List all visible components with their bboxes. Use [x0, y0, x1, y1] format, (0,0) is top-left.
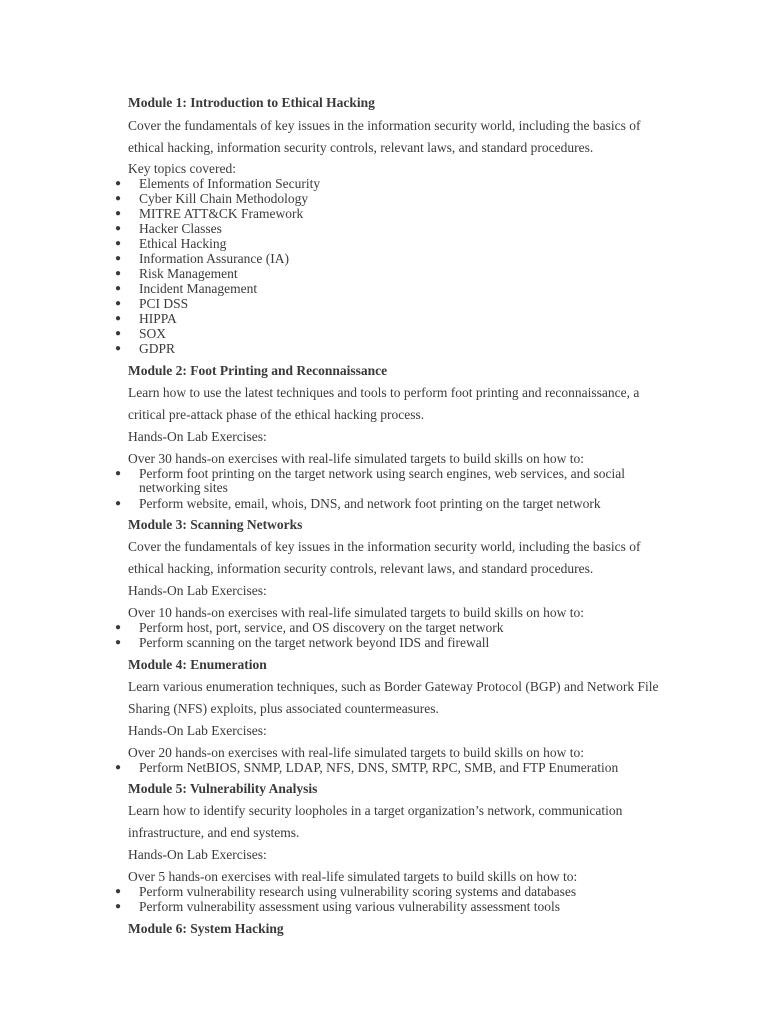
- module-2-desc-line-1: Learn how to use the latest techniques and tools to perform foot printing and reconnaissance, a: [128, 385, 640, 400]
- list-item-continuation: networking sites: [139, 480, 228, 495]
- list-item: Perform website, email, whois, DNS, and network foot printing on the target network: [139, 496, 601, 511]
- list-item: Risk Management: [139, 266, 238, 281]
- module-3-desc-line-2: ethical hacking, information security controls, relevant laws, and standard procedures.: [128, 561, 594, 576]
- module-3-title: Module 3: Scanning Networks: [128, 517, 303, 532]
- list-item: Information Assurance (IA): [139, 251, 289, 266]
- bullet-icon: ●: [115, 283, 122, 294]
- bullet-icon: ●: [115, 238, 122, 249]
- module-3-lab-heading: Hands-On Lab Exercises:: [128, 583, 267, 598]
- bullet-icon: ●: [115, 298, 122, 309]
- list-item: Perform scanning on the target network beyond IDS and firewall: [139, 635, 490, 650]
- list-item: Incident Management: [139, 281, 258, 296]
- module-5-title: Module 5: Vulnerability Analysis: [128, 781, 318, 796]
- bullet-icon: ●: [115, 343, 122, 354]
- list-item: Cyber Kill Chain Methodology: [139, 191, 309, 206]
- module-1-topics-intro: Key topics covered:: [128, 161, 236, 176]
- bullet-icon: ●: [115, 178, 122, 189]
- module-1-desc-line-1: Cover the fundamentals of key issues in the information security world, including the basics of: [128, 118, 641, 133]
- list-item: PCI DSS: [139, 296, 189, 311]
- module-4-lab-heading: Hands-On Lab Exercises:: [128, 723, 267, 738]
- bullet-icon: ●: [115, 328, 122, 339]
- bullet-icon: ●: [115, 886, 122, 897]
- list-item: SOX: [139, 326, 167, 341]
- list-item: Perform host, port, service, and OS discovery on the target network: [139, 620, 504, 635]
- bullet-icon: ●: [115, 498, 122, 509]
- bullet-icon: ●: [115, 762, 122, 773]
- list-item: Elements of Information Security: [139, 176, 321, 191]
- module-5-lab-heading: Hands-On Lab Exercises:: [128, 847, 267, 862]
- bullet-icon: ●: [115, 253, 122, 264]
- bullet-icon: ●: [115, 223, 122, 234]
- bullet-icon: ●: [115, 208, 122, 219]
- module-3-desc-line-1: Cover the fundamentals of key issues in the information security world, including the basics of: [128, 539, 641, 554]
- list-item: Hacker Classes: [139, 221, 222, 236]
- module-4-desc-line-2: Sharing (NFS) exploits, plus associated countermeasures.: [128, 701, 439, 716]
- module-2-lab-heading: Hands-On Lab Exercises:: [128, 429, 267, 444]
- list-item: Perform foot printing on the target network using search engines, web services, and social: [139, 466, 625, 481]
- bullet-icon: ●: [115, 901, 122, 912]
- list-item: Perform NetBIOS, SNMP, LDAP, NFS, DNS, SMTP, RPC, SMB, and FTP Enumeration: [139, 760, 619, 775]
- module-5-exercises-intro: Over 5 hands-on exercises with real-life simulated targets to build skills on how to:: [128, 869, 578, 884]
- module-4-exercises-intro: Over 20 hands-on exercises with real-life simulated targets to build skills on how to:: [128, 745, 585, 760]
- module-3-exercises-intro: Over 10 hands-on exercises with real-life simulated targets to build skills on how to:: [128, 605, 585, 620]
- bullet-icon: ●: [115, 193, 122, 204]
- list-item: Perform vulnerability assessment using various vulnerability assessment tools: [139, 899, 561, 914]
- module-6-title: Module 6: System Hacking: [128, 921, 284, 936]
- bullet-icon: ●: [115, 313, 122, 324]
- list-item: MITRE ATT&CK Framework: [139, 206, 304, 221]
- module-2-exercises-intro: Over 30 hands-on exercises with real-life simulated targets to build skills on how to:: [128, 451, 585, 466]
- list-item: Perform vulnerability research using vulnerability scoring systems and databases: [139, 884, 577, 899]
- module-2-title: Module 2: Foot Printing and Reconnaissance: [128, 363, 388, 378]
- bullet-icon: ●: [115, 268, 122, 279]
- module-4-desc-line-1: Learn various enumeration techniques, such as Border Gateway Protocol (BGP) and Network File: [128, 679, 659, 694]
- module-1-title: Module 1: Introduction to Ethical Hacking: [128, 95, 375, 110]
- bullet-icon: ●: [115, 622, 122, 633]
- module-4-title: Module 4: Enumeration: [128, 657, 267, 672]
- module-5-desc-line-1: Learn how to identify security loopholes in a target organization’s network, communication: [128, 803, 623, 818]
- list-item: GDPR: [139, 341, 176, 356]
- bullet-icon: ●: [115, 468, 122, 479]
- list-item: Ethical Hacking: [139, 236, 227, 251]
- list-item: HIPPA: [139, 311, 177, 326]
- module-5-desc-line-2: infrastructure, and end systems.: [128, 825, 300, 840]
- module-2-desc-line-2: critical pre-attack phase of the ethical hacking process.: [128, 407, 425, 422]
- bullet-icon: ●: [115, 637, 122, 648]
- module-1-desc-line-2: ethical hacking, information security controls, relevant laws, and standard procedures.: [128, 140, 594, 155]
